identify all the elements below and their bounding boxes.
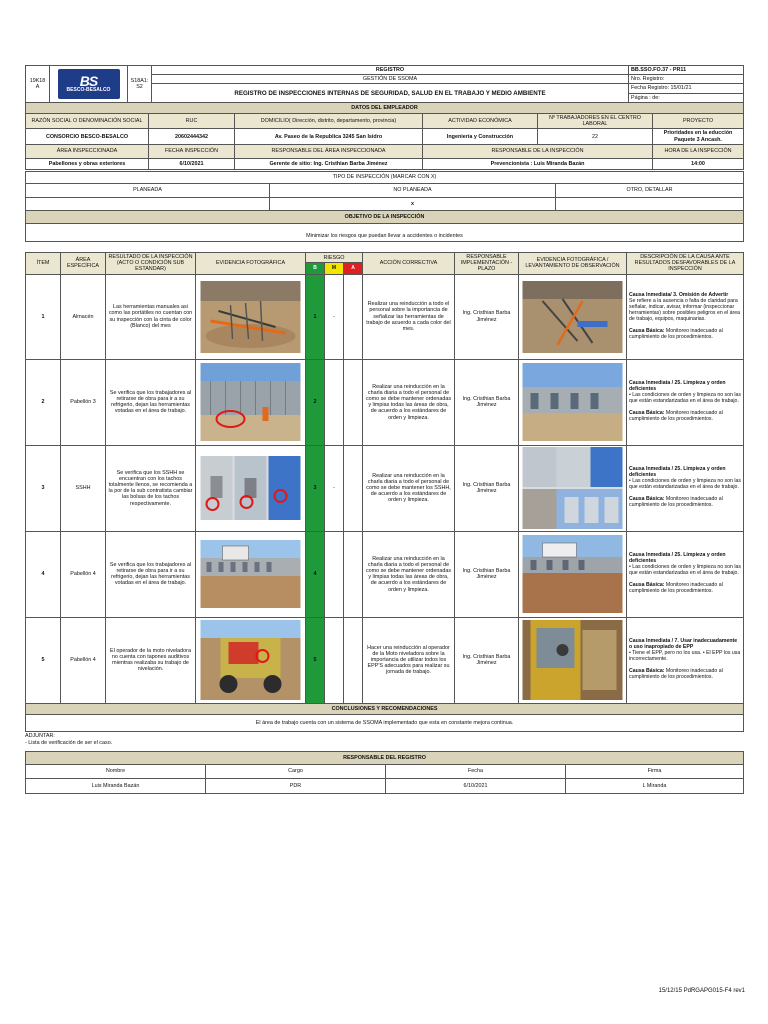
footer-code: 15/12/15 PdRGAPG015-F4 rev1	[658, 988, 745, 994]
row-causa	[627, 445, 744, 531]
document-code: BB.SSO.FO.37 - PR11	[629, 66, 744, 75]
col-riesgo: RIESGO	[306, 253, 363, 263]
company-logo	[50, 66, 128, 103]
causa-desc: • Las condiciones de orden y limpieza no son las que están estandarizadas en el área de trabajo.	[629, 564, 741, 577]
followup-photo-pabellon4	[519, 531, 627, 617]
riesgo-m-value: -	[325, 445, 344, 531]
riesgo-a-value	[344, 617, 363, 703]
row-resultado: Se verifica que los trabajadores al retirarse de obra para ir a su refrigerio, dejan las herramientas votadas en el área de trabajo.	[106, 359, 196, 445]
row-causa	[627, 274, 744, 359]
row-responsable: Ing. Cristhian Barba Jiménez	[455, 617, 519, 703]
followup-photo-pabellon	[519, 359, 627, 445]
causa-title: Causa Inmediata / 7. Usar inadecuadamente o uso inapropiado de EPP	[629, 638, 738, 651]
table-row	[26, 617, 744, 703]
col-evid-lev: EVIDENCIA FOTOGRÁFICA / LEVANTAMIENTO DE OBSERVACIÓN	[519, 253, 627, 275]
tipo-title: TIPO DE INSPECCIÓN (MARCAR CON X)	[26, 172, 744, 184]
value-fecha: 6/10/2021	[149, 158, 235, 169]
resp-value-firma: L Miranda	[566, 779, 744, 794]
causa-basica-desc: Monitoreo inadecuado al cumplimiento de los procedimientos.	[629, 410, 723, 423]
resp-header-cargo: Cargo	[206, 765, 386, 779]
row-resultado: Se verifica que los trabajadores al retirarse de obra para ir a su refrigerio, dejan las herramientas votadas en el área de trabajo.	[106, 531, 196, 617]
evidence-photo-tools	[196, 274, 306, 359]
riesgo-m-value	[325, 359, 344, 445]
evidence-photo-pabellon	[196, 359, 306, 445]
followup-photo-motoniveladora	[519, 617, 627, 703]
empleador-title: DATOS DEL EMPLEADOR	[26, 103, 744, 114]
adjuntar-label: ADJUNTAR:	[25, 733, 55, 739]
row-responsable: Ing. Cristhian Barba Jiménez	[455, 274, 519, 359]
col-resultado: RESULTADO DE LA INSPECCIÓN (ACTO O CONDICIÓN SUB ESTANDAR)	[106, 253, 196, 275]
fecha-registro: Fecha Registro: 15/01/21	[629, 84, 744, 93]
row-resultado: El operador de la moto niveladora no cuenta con tapones auditivos mientras realizaba su trabajo de nivelación.	[106, 617, 196, 703]
evidence-photo-sshh	[196, 445, 306, 531]
causa-desc: Se refiere a la ausencia o falta de claridad para señalar, indicar, avisar, informar (inspeccionar herramientas) sobre posibles peligros en el área de trabajo, equipos, maquinarias.	[629, 297, 741, 322]
adjuntar-block	[25, 733, 325, 747]
resp-header-firma: Firma	[566, 765, 744, 779]
objetivo-text: Minimizar los riesgos que puedan llevar a accidentes o incidentes	[26, 232, 744, 242]
row-accion: Realizar una reinducción en la charla diaria a todo el personal de como se debe mantener los SSHH, de acuerdo a los estándares de orden y limpieza.	[363, 445, 455, 531]
causa-basica-label: Causa Básica:	[629, 496, 665, 503]
col-item: ÍTEM	[26, 253, 61, 275]
value-razon: CONSORCIO BESCO-BESALCO	[26, 129, 149, 144]
col-accion: ACCIÓN CORRECTIVA	[363, 253, 455, 275]
causa-basica-label: Causa Básica:	[629, 582, 665, 589]
followup-photo-tools	[519, 274, 627, 359]
row-causa	[627, 617, 744, 703]
riesgo-m-value	[325, 617, 344, 703]
value-proyecto: Prioridades en la educción Paquete 3 Ancash.	[653, 129, 744, 144]
riesgo-m: M	[325, 263, 344, 274]
row-area: Pabellón 4	[61, 617, 106, 703]
label-fecha: FECHA INSPECCIÓN	[149, 144, 235, 158]
tipo-no-planeada-mark[interactable]: x	[270, 198, 556, 211]
causa-desc: • Las condiciones de orden y limpieza no son las que están estandarizadas en el área de trabajo.	[629, 392, 741, 405]
row-item: 2	[26, 359, 61, 445]
row-item: 1	[26, 274, 61, 359]
row-area: Almacén	[61, 274, 106, 359]
table-row	[26, 359, 744, 445]
conclusiones-text: El área de trabajo cuenta con un sistema de SSOMA implementado que esta en constante mejora continua.	[26, 714, 744, 731]
row-responsable: Ing. Cristhian Barba Jiménez	[455, 445, 519, 531]
row-resultado: Se verifica que los SSHH se encuentran con los tachos totalmente llenos, se recomienda a la por de la sub contratista cambiar las bolsas de los tachos respectivamente.	[106, 445, 196, 531]
value-resp-area: Gerente de sitio: Ing. Cristhian Barba Jiménez	[235, 158, 423, 169]
riesgo-a-value	[344, 531, 363, 617]
label-hora: HORA DE LA INSPECCIÓN	[653, 144, 744, 158]
riesgo-b-value: 3	[306, 445, 325, 531]
row-area: Pabellón 3	[61, 359, 106, 445]
tipo-planeada-mark[interactable]	[26, 198, 270, 211]
causa-basica-desc: Monitoreo inadecuado al cumplimiento de los procedimientos.	[629, 582, 723, 595]
adjuntar-item: - Lista de verificación de ser el caso.	[25, 739, 113, 746]
value-trabajadores: 22	[538, 129, 653, 144]
label-actividad: ACTIVIDAD ECONÓMICA	[423, 114, 538, 129]
registro-label: REGISTRO	[152, 66, 629, 75]
nro-registro: Nro. Registro:	[629, 75, 744, 84]
evidence-photo-pabellon4	[196, 531, 306, 617]
riesgo-b: B	[306, 263, 325, 274]
col-descripcion: DESCRIPCIÓN DE LA CAUSA ANTE RESULTADOS DESFAVORABLES DE LA INSPECCIÓN	[627, 253, 744, 275]
label-domicilio: DOMICILIO( Dirección, distrito, departamento, provincia)	[235, 114, 423, 129]
tipo-block	[25, 171, 743, 242]
causa-title: Causa Inmediata / 25. Limpieza y orden deficientes	[629, 552, 726, 565]
row-accion: Realizar una reinducción en la charla diaria a todo el personal de como se debe mantener ordenadas y limpias todas las áreas de obra, de acuerdo a los estándares de orden y limpieza.	[363, 531, 455, 617]
riesgo-a-value	[344, 274, 363, 359]
evidence-photo-motoniveladora	[196, 617, 306, 703]
causa-basica-label: Causa Básica:	[629, 668, 665, 675]
row-item: 3	[26, 445, 61, 531]
row-area: SSHH	[61, 445, 106, 531]
followup-photo-sshh	[519, 445, 627, 531]
value-actividad: Ingeniería y Construcción	[423, 129, 538, 144]
value-ruc: 20602444342	[149, 129, 235, 144]
value-domicilio: Av. Paseo de la Republica 3245 San Isidro	[235, 129, 423, 144]
gestion-label: GESTIÓN DE SSOMA	[152, 75, 629, 84]
value-hora: 14:00	[653, 158, 744, 169]
row-causa	[627, 531, 744, 617]
conclusiones-title: CONCLUSIONES Y RECOMENDACIONES	[26, 703, 744, 714]
left-code-1: 19K18A	[26, 66, 50, 103]
riesgo-b-value: 5	[306, 617, 325, 703]
row-accion: Realizar una reinducción en la charla diaria a todo el personal de como se debe mantener ordenadas y limpias todas las áreas de obra, de acuerdo a los estándares de orden y limpieza.	[363, 359, 455, 445]
riesgo-a: A	[344, 263, 363, 274]
resp-value-nombre: Luis Miranda Bazán	[26, 779, 206, 794]
tipo-otro-mark[interactable]	[556, 198, 744, 211]
empleador-block	[25, 102, 743, 170]
label-trabajadores: Nº TRABAJADORES EN EL CENTRO LABORAL	[538, 114, 653, 129]
causa-title: Causa Inmediata / 25. Limpieza y orden deficientes	[629, 380, 726, 393]
riesgo-b-value: 1	[306, 274, 325, 359]
causa-desc: • Las condiciones de orden y limpieza no son las que están estandarizadas en el área de trabajo.	[629, 478, 741, 491]
row-responsable: Ing. Cristhian Barba Jiménez	[455, 531, 519, 617]
causa-basica-desc: Monitoreo inadecuado al cumplimiento de los procedimientos.	[629, 496, 723, 509]
page-title: REGISTRO DE INSPECCIONES INTERNAS DE SEGURIDAD, SALUD EN EL TRABAJO Y MEDIO AMBIENTE	[152, 84, 629, 102]
tipo-planeada: PLANEADA	[26, 184, 270, 198]
resp-header-nombre: Nombre	[26, 765, 206, 779]
logo-mark: BS	[79, 73, 98, 90]
table-row	[26, 531, 744, 617]
header-block	[25, 65, 743, 103]
causa-title: Causa Inmediata/ 3. Omisión de Advertir	[629, 291, 729, 298]
causa-desc: • Tiene el EPP, pero no los usa. • El EPP los usa incorrectamente.	[629, 650, 741, 663]
resp-header-fecha: Fecha	[386, 765, 566, 779]
tipo-otro: OTRO, DETALLAR	[556, 184, 744, 198]
pagina: Página : de:	[629, 93, 744, 102]
label-razon: RAZÓN SOCIAL O DENOMINACIÓN SOCIAL	[26, 114, 149, 129]
row-area: Pabellón 4	[61, 531, 106, 617]
col-responsable: RESPONSABLE IMPLEMENTACIÓN - PLAZO	[455, 253, 519, 275]
riesgo-m-value: -	[325, 274, 344, 359]
riesgo-a-value	[344, 445, 363, 531]
value-resp-insp: Prevencionista : Luis Miranda Bazán	[423, 158, 653, 169]
logo-name: BESCO-BESALCO	[66, 87, 111, 94]
objetivo-title: OBJETIVO DE LA INSPECCIÓN	[26, 211, 744, 224]
label-area: ÁREA INSPECCIONADA	[26, 144, 149, 158]
riesgo-b-value: 4	[306, 531, 325, 617]
responsable-title: RESPONSABLE DEL REGISTRO	[26, 752, 744, 765]
causa-basica-desc: Monitoreo inadecuado al cumplimiento de los procedimientos.	[629, 668, 723, 681]
col-evidencia: EVIDENCIA FOTOGRÁFICA	[196, 253, 306, 275]
causa-basica-label: Causa Básica:	[629, 410, 665, 417]
riesgo-b-value: 2	[306, 359, 325, 445]
row-responsable: Ing. Cristhian Barba Jiménez	[455, 359, 519, 445]
label-resp-area: RESPONSABLE DEL ÁREA INSPECCIONADA	[235, 144, 423, 158]
causa-basica-label: Causa Básica:	[629, 327, 665, 334]
left-code-2: S18A1:S2	[128, 66, 152, 103]
riesgo-a-value	[344, 359, 363, 445]
causa-title: Causa Inmediata / 25. Limpieza y orden deficientes	[629, 466, 726, 479]
row-accion: Hacer una reinducción al operador de la Moto niveladora sobre la importancia de utilizar todos los EPP'S adecuados para realizar su jornada de trabajo.	[363, 617, 455, 703]
riesgo-m-value	[325, 531, 344, 617]
value-area: Pabellones y obras exteriores	[26, 158, 149, 169]
label-resp-insp: RESPONSABLE DE LA INSPECCIÓN	[423, 144, 653, 158]
causa-basica-desc: Monitoreo inadecuado al cumplimiento de los procedimientos.	[629, 327, 723, 340]
label-proyecto: PROYECTO	[653, 114, 744, 129]
row-resultado: Las herramientas manuales asi como las portátiles no cuentan con su inspección con la cinta de color (Blanco) del mes	[106, 274, 196, 359]
table-row	[26, 445, 744, 531]
row-causa	[627, 359, 744, 445]
inspection-table	[25, 252, 743, 732]
row-item: 4	[26, 531, 61, 617]
row-accion: Realizar una reinducción a todo el personal sobre la importancia de señalizar las herramientas de trabajo de acuerdo a cada color del mes.	[363, 274, 455, 359]
row-item: 5	[26, 617, 61, 703]
label-ruc: RUC	[149, 114, 235, 129]
resp-value-fecha: 6/10/2021	[386, 779, 566, 794]
col-area: ÁREA ESPECÍFICA	[61, 253, 106, 275]
responsable-block	[25, 751, 743, 794]
table-row	[26, 274, 744, 359]
tipo-no-planeada: NO PLANEADA	[270, 184, 556, 198]
resp-value-cargo: PDR	[206, 779, 386, 794]
